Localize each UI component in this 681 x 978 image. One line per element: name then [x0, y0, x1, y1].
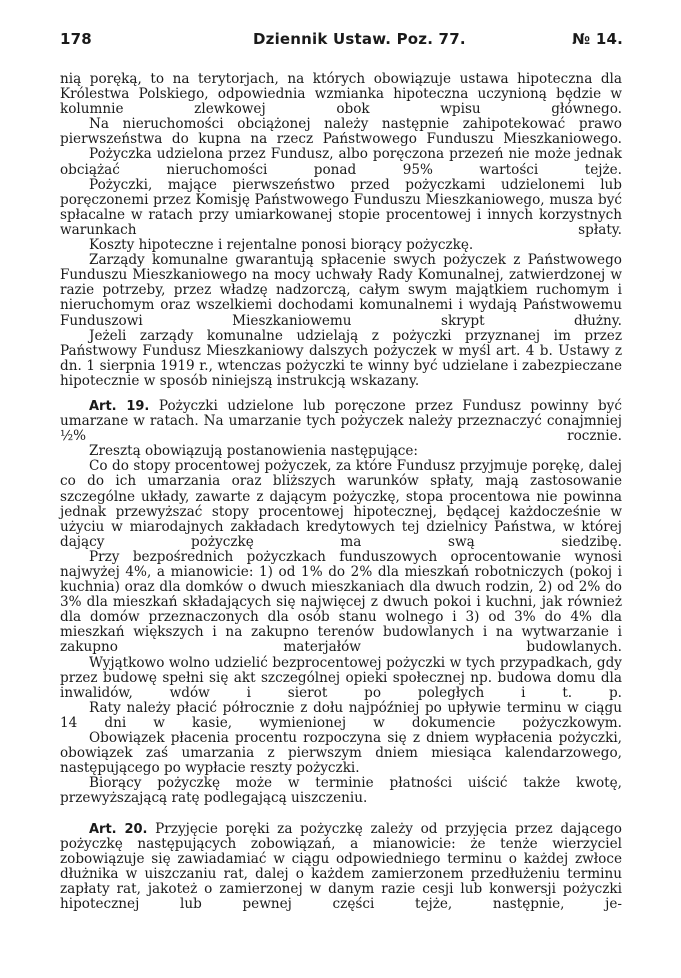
page-number: 178 [60, 30, 92, 48]
article-20-paragraph [60, 822, 622, 913]
article-text: Przyjęcie poręki za pożyczkę zależy od przyjęcia przez dającego pożyczkę następujących zobowiązań, a mianowicie: że tenże wierzyciel zobowiązuje się zawiadamiać w ciągu odpowiedniego terminu o każdej zwłoce dłużnika w uiszczaniu rat, dalej o każdem zamierzonem przedłużeniu terminu zapłaty rat, jakoteż o zamierzonej w danym razie cesji lub konwersji pożyczki hipotecznej lub pewnej części tejże, następnie, je- [60, 820, 622, 912]
paragraph: Pożyczka udzielona przez Fundusz, albo poręczona przezeń nie może jednak obciążać nieruchomości ponad 95% wartości tejże. [60, 146, 622, 178]
paragraph: Przy bezpośrednich pożyczkach funduszowych oprocentowanie wynosi najwyżej 4%, a mianowicie: 1) od 1% do 2% dla mieszkań robotniczych (pokoj i kuchnia) oraz dla domków o dwuch mieszkaniach dla dwuch rodzin, 2) od 2% do 3% dla mieszkań składających się najwięcej z dwuch pokoi i kuchni, jak również dla domów przeznaczonych dla osób stanu wolnego i 3) od 3% do 4% dla mieszkań większych i na zakupno terenów budowlanych i na wytwarzanie i zakupno materjałów budowlanych. [60, 548, 622, 656]
paragraph: Co do stopy procentowej pożyczek, za które Fundusz przyjmuje porękę, dalej co do ich umarzania oraz bliższych warunków spłaty, mają zastosowanie szczególne układy, zawarte z dającym pożyczkę, stopa procentowa nie powinna jednak przewyższać stopy procentowej hipotecznej, będącej każdocześnie w użyciu w miarodajnych zakładach kredytowych tej dzielnicy Państwa, w której dający pożyczkę ma swą siedzibę. [60, 458, 622, 550]
body-text [60, 72, 622, 912]
paragraph: Jeżeli zarządy komunalne udzielają z pożyczki przyznanej im przez Państwowy Fundusz Mieszkaniowy dalszych pożyczek w myśl art. 4 b. Ustawy z dn. 1 sierpnia 1919 r., wtenczas pożyczki te winny być udzielane i zabezpieczane hipotecznie w sposób niniejszą instrukcją wskazany. [60, 327, 622, 389]
paragraph: Pożyczki, mające pierwszeństwo przed pożyczkami udzielonemi lub poręczonemi przez Komisję Państwowego Funduszu Mieszkaniowego, musza być spłacalne w ratach przy umiarkowanej stopie procentowej i innych korzystnych warunkach spłaty. [60, 176, 622, 238]
paragraph: Wyjątkowo wolno udzielić bezprocentowej pożyczki w tych przypadkach, gdy przez budowę spełni się akt szczególnej opieki społecznej np. budowa domu dla inwalidów, wdów i sierot po poległych i t. p. [60, 654, 622, 701]
paragraph: Koszty hipoteczne i rejentalne ponosi biorący pożyczkę. [89, 237, 474, 254]
journal-title: Dziennik Ustaw. Poz. 77. [253, 30, 466, 48]
issue-number: № 14. [572, 30, 623, 48]
paragraph: Zarządy komunalne gwarantują spłacenie swych pożyczek z Państwowego Funduszu Mieszkaniowego na mocy uchwały Rady Komunalnej, zatwierdzonej w razie potrzeby, przez władzę nadzorczą, całym swym majątkiem ruchomym i nieruchomym oraz wszelkiemi dochodami komunalnemi i wydają Państwowemu Funduszowi Mieszkaniowemu skrypt dłużny. [60, 252, 622, 329]
article-text: Pożyczki udzielone lub poręczone przez Fundusz powinny być umarzane w ratach. Na umarzanie tych pożyczek należy przeznaczyć conajmniej ½% rocznie. [60, 397, 622, 445]
article-19-paragraph [60, 399, 622, 444]
paragraph: nią poręką, to na terytorjach, na których obowiązuje ustawa hipoteczna dla Królestwa Polskiego, odpowiednia wzmianka hipoteczna uczynioną będzie w kolumnie zlewkowej obok wpisu głównego. [60, 71, 622, 118]
paragraph: Raty należy płacić półrocznie z dołu najpóźniej po upływie terminu w ciągu 14 dni w kasie, wymienionej w dokumencie pożyczkowym. [60, 699, 622, 731]
page-header [60, 30, 623, 52]
paragraph: Na nieruchomości obciążonej należy następnie zahipotekować prawo pierwszeństwa do kupna na rzecz Państwowego Funduszu Mieszkaniowego. [60, 116, 622, 148]
article-heading: Art. 20. [89, 821, 148, 837]
paragraph: Biorący pożyczkę może w terminie płatności uiścić także kwotę, przewyższającą ratę podlegającą uiszczeniu. [60, 775, 622, 807]
paragraph: Obowiązek płacenia procentu rozpoczyna się z dniem wypłacenia pożyczki, obowiązek zaś umarzania z pierwszym dniem miesiąca kalendarzowego, następującego po wypłacie reszty pożyczki. [60, 730, 622, 777]
paragraph: Zresztą obowiązują postanowienia następujące: [89, 443, 419, 460]
article-heading: Art. 19. [89, 398, 150, 414]
